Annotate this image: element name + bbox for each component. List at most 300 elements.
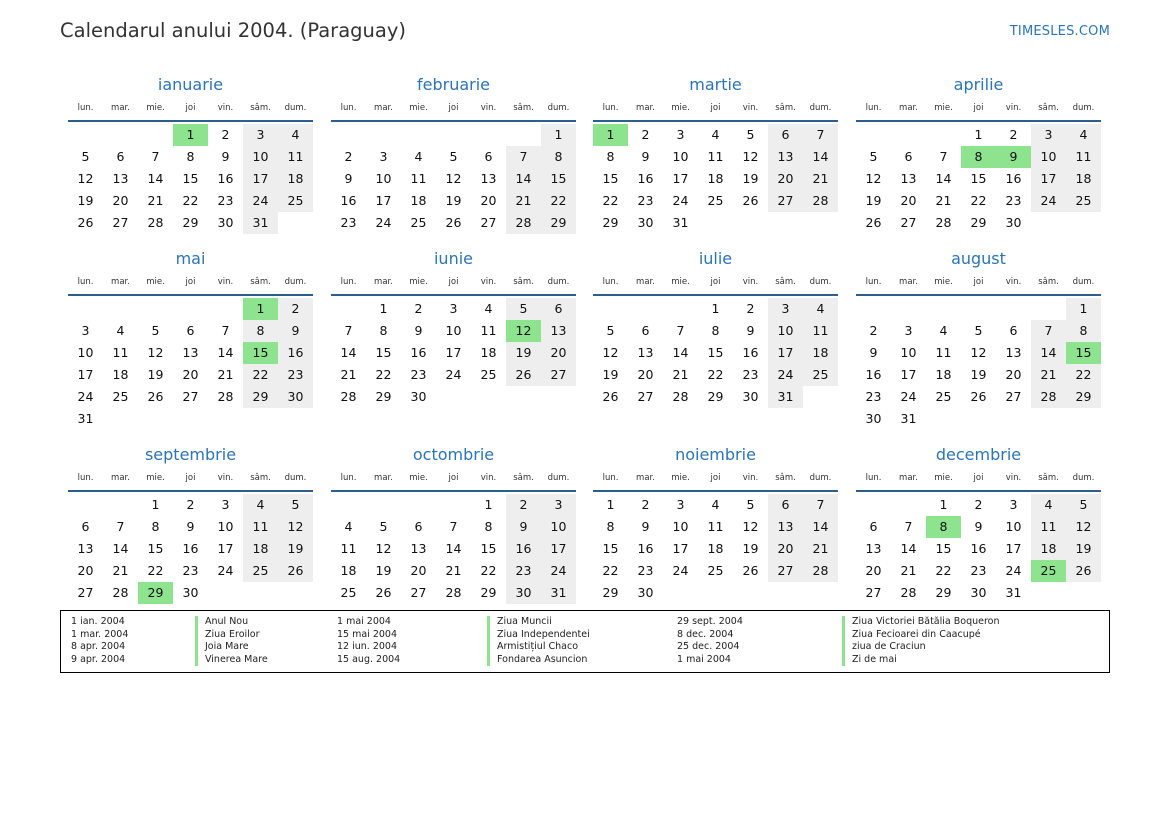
calendar-day: 23 xyxy=(515,563,532,578)
calendar-day: 9 xyxy=(414,323,423,338)
calendar-day: 2 xyxy=(641,497,650,512)
calendar-day: 27 xyxy=(637,389,654,404)
calendar-day: 8 xyxy=(484,519,493,534)
calendar-day: 11 xyxy=(252,519,269,534)
calendar-day: 23 xyxy=(742,367,759,382)
weekday-header xyxy=(593,277,838,289)
calendar-day: 6 xyxy=(869,519,878,534)
weekday-label: lun. xyxy=(77,473,94,483)
holiday-name: Joia Mare xyxy=(195,641,268,654)
calendar-day: 9 xyxy=(746,323,755,338)
month-name: iunie xyxy=(433,249,473,268)
calendar-day: 30 xyxy=(287,389,304,404)
calendar-day: 15 xyxy=(602,541,619,556)
calendar-day: 20 xyxy=(900,193,917,208)
weekday-label: sâm. xyxy=(513,277,534,287)
calendar-day: 8 xyxy=(186,149,195,164)
calendar-day: 23 xyxy=(970,563,987,578)
holiday-day: 1 xyxy=(243,298,278,320)
calendar-day: 24 xyxy=(1005,563,1022,578)
weekday-label: sâm. xyxy=(250,277,271,287)
calendar-day: 21 xyxy=(900,563,917,578)
calendar-day: 22 xyxy=(707,367,724,382)
calendar-day: 29 xyxy=(707,389,724,404)
calendar-day: 29 xyxy=(480,585,497,600)
calendar-day: 25 xyxy=(252,563,269,578)
calendar-day: 13 xyxy=(182,345,199,360)
calendar-day: 20 xyxy=(550,345,567,360)
calendar-day: 11 xyxy=(707,149,724,164)
calendar-day: 18 xyxy=(707,541,724,556)
calendar-day: 20 xyxy=(637,367,654,382)
calendar-day: 27 xyxy=(480,215,497,230)
calendar-day: 22 xyxy=(480,563,497,578)
calendar-day: 11 xyxy=(1040,519,1057,534)
holiday-day: 9 xyxy=(996,146,1031,168)
calendar-day: 5 xyxy=(151,323,160,338)
calendar-day: 3 xyxy=(81,323,90,338)
calendar-day: 6 xyxy=(641,323,650,338)
weekday-label: vin. xyxy=(742,473,759,483)
weekday-label: sâm. xyxy=(1038,473,1059,483)
weekday-label: mar. xyxy=(374,473,393,483)
calendar-day: 7 xyxy=(939,149,948,164)
weekday-label: sâm. xyxy=(775,277,796,287)
calendar-day: 12 xyxy=(77,171,94,186)
calendar-day: 13 xyxy=(112,171,129,186)
calendar-day: 9 xyxy=(221,149,230,164)
calendar-day: 21 xyxy=(112,563,129,578)
calendar-day: 31 xyxy=(550,585,567,600)
calendar-day: 4 xyxy=(256,497,265,512)
weekday-label: joi xyxy=(448,277,459,287)
month-name: decembrie xyxy=(935,445,1022,464)
calendar-day: 17 xyxy=(77,367,94,382)
calendar-day: 9 xyxy=(641,519,650,534)
calendar-day: 13 xyxy=(865,541,882,556)
calendar-day: 3 xyxy=(1044,127,1053,142)
calendar-day: 17 xyxy=(672,171,689,186)
calendar-day: 12 xyxy=(742,149,759,164)
weekday-label: joi xyxy=(710,473,721,483)
calendar-day: 28 xyxy=(147,215,164,230)
weekday-label: vin. xyxy=(480,473,497,483)
month-name: ianuarie xyxy=(157,75,224,94)
calendar-day: 6 xyxy=(186,323,195,338)
holiday-day: 15 xyxy=(1066,342,1101,364)
calendar-day: 28 xyxy=(515,215,532,230)
calendar-day: 15 xyxy=(147,541,164,556)
calendar-day: 12 xyxy=(742,519,759,534)
calendar-day: 9 xyxy=(186,519,195,534)
calendar-day: 23 xyxy=(182,563,199,578)
calendar-day: 21 xyxy=(445,563,462,578)
calendar-day: 20 xyxy=(77,563,94,578)
calendar-day: 13 xyxy=(550,323,567,338)
calendar-day: 30 xyxy=(637,215,654,230)
calendar-day: 24 xyxy=(445,367,462,382)
holiday-name: Ziua Eroilor xyxy=(195,629,268,642)
calendar-day: 13 xyxy=(480,171,497,186)
calendar-day: 25 xyxy=(112,389,129,404)
calendar-day: 3 xyxy=(1009,497,1018,512)
calendar-day: 28 xyxy=(812,193,829,208)
weekday-label: dum. xyxy=(284,277,307,287)
holiday-date: 15 mai 2004 xyxy=(337,628,398,640)
calendar-day: 15 xyxy=(550,171,567,186)
calendar-day: 7 xyxy=(1044,323,1053,338)
weekday-header xyxy=(331,473,576,485)
calendar-day: 8 xyxy=(1079,323,1088,338)
weekday-label: vin. xyxy=(1005,473,1022,483)
weekday-label: joi xyxy=(973,277,984,287)
calendar-day: 17 xyxy=(445,345,462,360)
weekday-label: lun. xyxy=(77,277,94,287)
calendar-day: 30 xyxy=(182,585,199,600)
weekday-label: joi xyxy=(185,103,196,113)
calendar-day: 1 xyxy=(554,127,563,142)
calendar-day: 4 xyxy=(116,323,125,338)
calendar-day: 16 xyxy=(1005,171,1022,186)
holiday-day: 8 xyxy=(926,516,961,538)
calendar-day: 27 xyxy=(410,585,427,600)
calendar-day: 10 xyxy=(550,519,567,534)
calendar-day: 21 xyxy=(672,367,689,382)
calendar-day: 23 xyxy=(865,389,882,404)
calendar-day: 29 xyxy=(1075,389,1092,404)
calendar-day: 12 xyxy=(865,171,882,186)
calendar-day: 12 xyxy=(1075,519,1092,534)
calendar-day: 19 xyxy=(77,193,94,208)
calendar-day: 15 xyxy=(182,171,199,186)
calendar-day: 20 xyxy=(865,563,882,578)
calendar-day: 18 xyxy=(1075,171,1092,186)
weekday-label: mie. xyxy=(671,473,690,483)
weekday-header xyxy=(856,103,1101,115)
calendar-day: 22 xyxy=(252,367,269,382)
holiday-date: 15 aug. 2004 xyxy=(337,653,401,665)
calendar-day: 1 xyxy=(974,127,983,142)
calendar-day: 15 xyxy=(707,345,724,360)
calendar-day: 5 xyxy=(379,519,388,534)
calendar-day: 10 xyxy=(672,519,689,534)
calendar-day: 4 xyxy=(939,323,948,338)
weekday-label: mar. xyxy=(111,473,130,483)
calendar-day: 17 xyxy=(900,367,917,382)
calendar-day: 15 xyxy=(602,171,619,186)
site-link[interactable]: TIMESLES.COM xyxy=(1009,24,1110,39)
weekday-label: mie. xyxy=(409,103,428,113)
calendar-day: 7 xyxy=(904,519,913,534)
calendar-day: 24 xyxy=(777,367,794,382)
calendar-day: 11 xyxy=(1075,149,1092,164)
weekday-header xyxy=(68,103,313,115)
weekday-label: dum. xyxy=(284,103,307,113)
weekday-label: lun. xyxy=(77,103,94,113)
calendar-day: 27 xyxy=(777,193,794,208)
calendar-day: 13 xyxy=(777,149,794,164)
calendar-day: 18 xyxy=(410,193,427,208)
weekday-label: lun. xyxy=(340,473,357,483)
calendar-day: 6 xyxy=(1009,323,1018,338)
weekday-label: dum. xyxy=(547,473,570,483)
calendar-day: 24 xyxy=(672,563,689,578)
calendar-day: 24 xyxy=(77,389,94,404)
calendar-day: 7 xyxy=(221,323,230,338)
weekday-label: lun. xyxy=(865,473,882,483)
weekday-label: lun. xyxy=(865,103,882,113)
day-grid xyxy=(68,296,313,432)
calendar-day: 18 xyxy=(1040,541,1057,556)
holiday-date: 12 iun. 2004 xyxy=(337,641,398,653)
calendar-day: 19 xyxy=(865,193,882,208)
holiday-date: 1 ian. 2004 xyxy=(71,616,125,627)
weekday-label: lun. xyxy=(602,103,619,113)
weekday-header xyxy=(68,473,313,485)
calendar-day: 27 xyxy=(182,389,199,404)
calendar-day: 15 xyxy=(970,171,987,186)
calendar-day: 21 xyxy=(935,193,952,208)
calendar-day: 28 xyxy=(112,585,129,600)
day-grid xyxy=(856,492,1101,628)
calendar-day: 14 xyxy=(445,541,462,556)
holiday-names-col-3 xyxy=(852,616,1000,666)
weekday-label: vin. xyxy=(742,103,759,113)
calendar-day: 29 xyxy=(550,215,567,230)
weekday-label: mie. xyxy=(934,473,953,483)
weekday-label: joi xyxy=(185,473,196,483)
calendar-day: 21 xyxy=(515,193,532,208)
calendar-day: 22 xyxy=(970,193,987,208)
calendar-day: 28 xyxy=(340,389,357,404)
weekday-label: mar. xyxy=(636,103,655,113)
day-grid xyxy=(68,122,313,258)
calendar-day: 8 xyxy=(379,323,388,338)
calendar-day: 3 xyxy=(676,127,685,142)
holiday-name: Ziua Independentei xyxy=(487,629,590,642)
calendar-day: 28 xyxy=(1040,389,1057,404)
calendar-day: 22 xyxy=(602,193,619,208)
calendar-day: 10 xyxy=(375,171,392,186)
calendar-day: 26 xyxy=(865,215,882,230)
calendar-day: 5 xyxy=(746,497,755,512)
weekday-header xyxy=(593,103,838,115)
weekday-label: joi xyxy=(448,473,459,483)
weekday-label: dum. xyxy=(1072,103,1095,113)
weekday-header xyxy=(593,473,838,485)
calendar-day: 11 xyxy=(340,541,357,556)
holiday-day: 1 xyxy=(173,124,208,146)
day-grid xyxy=(593,296,838,432)
calendar-day: 14 xyxy=(217,345,234,360)
holiday-names-col-1 xyxy=(205,616,268,666)
holiday-date: 9 apr. 2004 xyxy=(71,653,126,665)
calendar-day: 4 xyxy=(711,127,720,142)
calendar-day: 9 xyxy=(974,519,983,534)
calendar-day: 30 xyxy=(515,585,532,600)
month-name: noiembrie xyxy=(675,445,756,464)
calendar-day: 11 xyxy=(935,345,952,360)
holiday-names-col-2 xyxy=(497,616,590,666)
weekday-label: sâm. xyxy=(1038,103,1059,113)
holiday-date: 29 sept. 2004 xyxy=(677,616,743,627)
weekday-label: mar. xyxy=(111,277,130,287)
calendar-day: 25 xyxy=(287,193,304,208)
calendar-day: 30 xyxy=(1005,215,1022,230)
calendar-day: 25 xyxy=(812,367,829,382)
calendar-day: 26 xyxy=(515,367,532,382)
weekday-label: sâm. xyxy=(1038,277,1059,287)
calendar-day: 7 xyxy=(816,127,825,142)
calendar-day: 6 xyxy=(484,149,493,164)
calendar-day: 20 xyxy=(182,367,199,382)
calendar-day: 12 xyxy=(147,345,164,360)
weekday-label: sâm. xyxy=(513,103,534,113)
calendar-day: 26 xyxy=(287,563,304,578)
calendar-day: 17 xyxy=(1005,541,1022,556)
day-grid xyxy=(593,122,838,258)
weekday-label: vin. xyxy=(217,277,234,287)
calendar-day: 2 xyxy=(641,127,650,142)
month-name: august xyxy=(951,249,1006,268)
holiday-dates-col-3 xyxy=(677,616,743,666)
calendar-day: 4 xyxy=(1079,127,1088,142)
calendar-day: 13 xyxy=(410,541,427,556)
weekday-label: joi xyxy=(448,103,459,113)
calendar-day: 13 xyxy=(777,519,794,534)
calendar-day: 28 xyxy=(812,563,829,578)
calendar-day: 11 xyxy=(480,323,497,338)
calendar-day: 21 xyxy=(217,367,234,382)
calendar-day: 19 xyxy=(1075,541,1092,556)
calendar-day: 31 xyxy=(1005,585,1022,600)
calendar-day: 13 xyxy=(77,541,94,556)
weekday-label: mie. xyxy=(409,277,428,287)
weekday-label: mar. xyxy=(636,473,655,483)
calendar-day: 28 xyxy=(935,215,952,230)
weekday-header xyxy=(856,473,1101,485)
month-name: octombrie xyxy=(412,445,495,464)
calendar-day: 27 xyxy=(1005,389,1022,404)
calendar-day: 30 xyxy=(637,585,654,600)
calendar-day: 6 xyxy=(904,149,913,164)
calendar-day: 1 xyxy=(939,497,948,512)
calendar-day: 1 xyxy=(484,497,493,512)
calendar-day: 2 xyxy=(1009,127,1018,142)
calendar-day: 23 xyxy=(340,215,357,230)
weekday-label: mie. xyxy=(146,277,165,287)
calendar-day: 20 xyxy=(112,193,129,208)
calendar-day: 16 xyxy=(182,541,199,556)
calendar-day: 7 xyxy=(151,149,160,164)
calendar-day: 1 xyxy=(1079,301,1088,316)
holiday-name: Armistițiul Chaco xyxy=(487,641,590,654)
calendar-day: 18 xyxy=(935,367,952,382)
calendar-day: 26 xyxy=(742,193,759,208)
calendar-day: 3 xyxy=(221,497,230,512)
calendar-day: 23 xyxy=(287,367,304,382)
holiday-date: 8 dec. 2004 xyxy=(677,628,734,640)
weekday-label: mie. xyxy=(934,103,953,113)
calendar-day: 9 xyxy=(869,345,878,360)
calendar-day: 1 xyxy=(151,497,160,512)
weekday-label: lun. xyxy=(340,277,357,287)
calendar-day: 14 xyxy=(812,149,829,164)
calendar-day: 23 xyxy=(217,193,234,208)
holiday-dates-col-2 xyxy=(337,616,400,666)
calendar-day: 28 xyxy=(900,585,917,600)
calendar-day: 19 xyxy=(515,345,532,360)
day-grid xyxy=(856,296,1101,432)
calendar-day: 13 xyxy=(900,171,917,186)
calendar-day: 4 xyxy=(711,497,720,512)
weekday-label: joi xyxy=(973,473,984,483)
weekday-label: dum. xyxy=(809,103,832,113)
calendar-day: 28 xyxy=(445,585,462,600)
calendar-day: 20 xyxy=(410,563,427,578)
calendar-day: 25 xyxy=(480,367,497,382)
calendar-day: 2 xyxy=(519,497,528,512)
calendar-day: 25 xyxy=(1075,193,1092,208)
weekday-label: dum. xyxy=(547,103,570,113)
calendar-day: 27 xyxy=(865,585,882,600)
calendar-day: 12 xyxy=(445,171,462,186)
calendar-day: 9 xyxy=(519,519,528,534)
calendar-day: 6 xyxy=(781,497,790,512)
calendar-day: 12 xyxy=(287,519,304,534)
holiday-date: 1 mai 2004 xyxy=(337,616,391,627)
calendar-day: 29 xyxy=(182,215,199,230)
holiday-day: 12 xyxy=(506,320,541,342)
calendar-day: 16 xyxy=(515,541,532,556)
calendar-day: 10 xyxy=(252,149,269,164)
calendar-day: 8 xyxy=(711,323,720,338)
calendar-day: 21 xyxy=(812,541,829,556)
calendar-day: 24 xyxy=(252,193,269,208)
calendar-day: 24 xyxy=(672,193,689,208)
calendar-day: 1 xyxy=(606,497,615,512)
month-name: septembrie xyxy=(144,445,237,464)
weekday-label: dum. xyxy=(547,277,570,287)
day-grid xyxy=(331,492,576,628)
weekday-header xyxy=(856,277,1101,289)
holiday-day: 25 xyxy=(1031,560,1066,582)
weekday-label: mar. xyxy=(111,103,130,113)
calendar-day: 8 xyxy=(151,519,160,534)
calendar-day: 1 xyxy=(711,301,720,316)
month-name: februarie xyxy=(416,75,491,94)
calendar-day: 30 xyxy=(742,389,759,404)
weekday-label: lun. xyxy=(865,277,882,287)
weekday-label: vin. xyxy=(217,473,234,483)
calendar-day: 6 xyxy=(81,519,90,534)
calendar-day: 17 xyxy=(217,541,234,556)
calendar-day: 20 xyxy=(1005,367,1022,382)
calendar-day: 9 xyxy=(344,171,353,186)
weekday-label: vin. xyxy=(1005,277,1022,287)
calendar-day: 11 xyxy=(287,149,304,164)
calendar-day: 9 xyxy=(291,323,300,338)
calendar-day: 23 xyxy=(637,563,654,578)
calendar-day: 25 xyxy=(707,563,724,578)
calendar-day: 17 xyxy=(777,345,794,360)
calendar-day: 16 xyxy=(287,345,304,360)
calendar-day: 4 xyxy=(414,149,423,164)
calendar-day: 31 xyxy=(777,389,794,404)
calendar-day: 1 xyxy=(379,301,388,316)
calendar-day: 16 xyxy=(742,345,759,360)
calendar-day: 14 xyxy=(812,519,829,534)
